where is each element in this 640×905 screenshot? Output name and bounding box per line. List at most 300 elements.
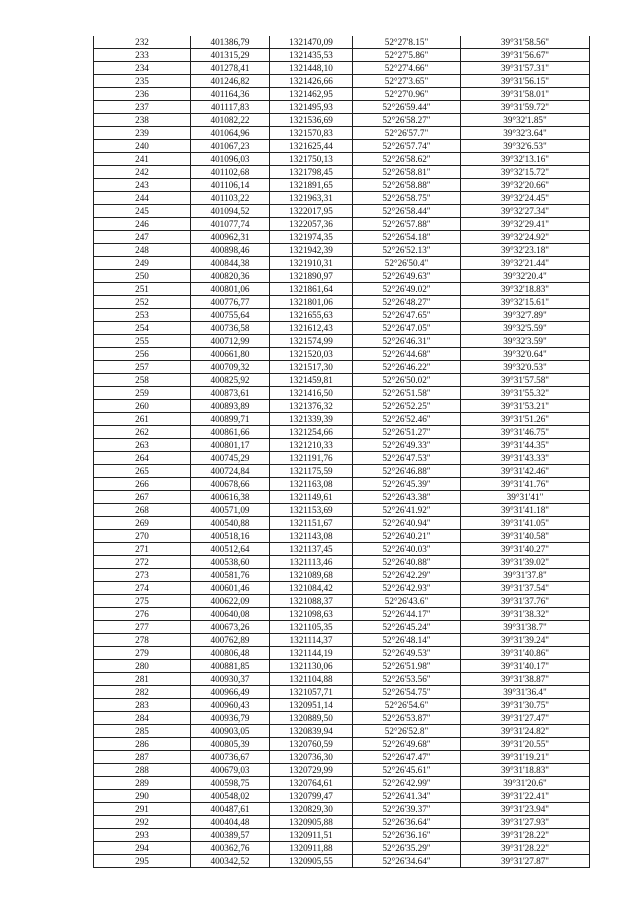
point-number-cell: 290 — [94, 790, 191, 803]
table-row — [94, 270, 590, 283]
latitude-cell: 52°27'4.66" — [353, 62, 461, 75]
latitude-cell: 52°26'40.94" — [353, 517, 461, 530]
x-coordinate-cell: 400899,71 — [191, 413, 270, 426]
longitude-cell: 39°31'46.75" — [461, 426, 590, 439]
y-coordinate-cell: 1321470,09 — [270, 36, 353, 49]
latitude-cell: 52°26'51.58" — [353, 387, 461, 400]
x-coordinate-cell: 400962,31 — [191, 231, 270, 244]
longitude-cell: 39°31'18.83" — [461, 764, 590, 777]
latitude-cell: 52°27'8.15" — [353, 36, 461, 49]
latitude-cell: 52°27'3.65" — [353, 75, 461, 88]
x-coordinate-cell: 400640,08 — [191, 608, 270, 621]
x-coordinate-cell: 400762,89 — [191, 634, 270, 647]
x-coordinate-cell: 401164,36 — [191, 88, 270, 101]
x-coordinate-cell: 401067,23 — [191, 140, 270, 153]
longitude-cell: 39°31'37.8" — [461, 569, 590, 582]
y-coordinate-cell: 1320829,30 — [270, 803, 353, 816]
table-row — [94, 660, 590, 673]
table-row — [94, 452, 590, 465]
longitude-cell: 39°31'38.32" — [461, 608, 590, 621]
latitude-cell: 52°26'58.27" — [353, 114, 461, 127]
table-row — [94, 725, 590, 738]
latitude-cell: 52°26'48.14" — [353, 634, 461, 647]
table-row — [94, 738, 590, 751]
longitude-cell: 39°31'28.22" — [461, 842, 590, 855]
point-number-cell: 251 — [94, 283, 191, 296]
table-row — [94, 244, 590, 257]
x-coordinate-cell: 400404,48 — [191, 816, 270, 829]
table-row — [94, 413, 590, 426]
longitude-cell: 39°31'43.33" — [461, 452, 590, 465]
y-coordinate-cell: 1321798,45 — [270, 166, 353, 179]
point-number-cell: 234 — [94, 62, 191, 75]
latitude-cell: 52°26'52.8" — [353, 725, 461, 738]
longitude-cell: 39°31'40.27" — [461, 543, 590, 556]
table-row — [94, 296, 590, 309]
table-row — [94, 36, 590, 49]
y-coordinate-cell: 1321574,99 — [270, 335, 353, 348]
point-number-cell: 270 — [94, 530, 191, 543]
y-coordinate-cell: 1321435,53 — [270, 49, 353, 62]
point-number-cell: 288 — [94, 764, 191, 777]
y-coordinate-cell: 1321890,97 — [270, 270, 353, 283]
latitude-cell: 52°26'51.27" — [353, 426, 461, 439]
latitude-cell: 52°26'49.68" — [353, 738, 461, 751]
y-coordinate-cell: 1321861,64 — [270, 283, 353, 296]
point-number-cell: 258 — [94, 374, 191, 387]
table-row — [94, 426, 590, 439]
point-number-cell: 263 — [94, 439, 191, 452]
point-number-cell: 240 — [94, 140, 191, 153]
x-coordinate-cell: 400712,99 — [191, 335, 270, 348]
longitude-cell: 39°31'59.72" — [461, 101, 590, 114]
point-number-cell: 283 — [94, 699, 191, 712]
table-row — [94, 166, 590, 179]
y-coordinate-cell: 1321191,76 — [270, 452, 353, 465]
latitude-cell: 52°26'57.7" — [353, 127, 461, 140]
longitude-cell: 39°31'22.41" — [461, 790, 590, 803]
y-coordinate-cell: 1320889,50 — [270, 712, 353, 725]
longitude-cell: 39°31'41.18" — [461, 504, 590, 517]
y-coordinate-cell: 1320764,61 — [270, 777, 353, 790]
table-row — [94, 88, 590, 101]
x-coordinate-cell: 400873,61 — [191, 387, 270, 400]
point-number-cell: 244 — [94, 192, 191, 205]
longitude-cell: 39°31'24.82" — [461, 725, 590, 738]
latitude-cell: 52°26'46.22" — [353, 361, 461, 374]
point-number-cell: 273 — [94, 569, 191, 582]
y-coordinate-cell: 1322057,36 — [270, 218, 353, 231]
table-row — [94, 556, 590, 569]
latitude-cell: 52°26'59.44" — [353, 101, 461, 114]
table-row — [94, 192, 590, 205]
x-coordinate-cell: 400661,80 — [191, 348, 270, 361]
point-number-cell: 291 — [94, 803, 191, 816]
latitude-cell: 52°26'42.93" — [353, 582, 461, 595]
x-coordinate-cell: 400548,02 — [191, 790, 270, 803]
x-coordinate-cell: 400709,32 — [191, 361, 270, 374]
y-coordinate-cell: 1320799,47 — [270, 790, 353, 803]
x-coordinate-cell: 400844,38 — [191, 257, 270, 270]
longitude-cell: 39°32'27.34" — [461, 205, 590, 218]
y-coordinate-cell: 1321254,66 — [270, 426, 353, 439]
longitude-cell: 39°31'38.87" — [461, 673, 590, 686]
latitude-cell: 52°26'43.6" — [353, 595, 461, 608]
latitude-cell: 52°26'46.31" — [353, 335, 461, 348]
latitude-cell: 52°26'58.62" — [353, 153, 461, 166]
x-coordinate-cell: 401103,22 — [191, 192, 270, 205]
table-row — [94, 491, 590, 504]
y-coordinate-cell: 1321462,95 — [270, 88, 353, 101]
x-coordinate-cell: 400512,64 — [191, 543, 270, 556]
x-coordinate-cell: 400806,48 — [191, 647, 270, 660]
table-row — [94, 530, 590, 543]
point-number-cell: 286 — [94, 738, 191, 751]
latitude-cell: 52°26'45.39" — [353, 478, 461, 491]
y-coordinate-cell: 1321104,88 — [270, 673, 353, 686]
table-row — [94, 179, 590, 192]
table-row — [94, 829, 590, 842]
point-number-cell: 277 — [94, 621, 191, 634]
point-number-cell: 238 — [94, 114, 191, 127]
x-coordinate-cell: 400736,67 — [191, 751, 270, 764]
coordinates-table — [93, 36, 590, 868]
x-coordinate-cell: 400679,03 — [191, 764, 270, 777]
point-number-cell: 257 — [94, 361, 191, 374]
latitude-cell: 52°26'57.88" — [353, 218, 461, 231]
longitude-cell: 39°32'0.64" — [461, 348, 590, 361]
longitude-cell: 39°31'39.02" — [461, 556, 590, 569]
y-coordinate-cell: 1321520,03 — [270, 348, 353, 361]
longitude-cell: 39°32'5.59" — [461, 322, 590, 335]
table-row — [94, 114, 590, 127]
table-row — [94, 842, 590, 855]
y-coordinate-cell: 1321942,39 — [270, 244, 353, 257]
y-coordinate-cell: 1321210,33 — [270, 439, 353, 452]
x-coordinate-cell: 400893,89 — [191, 400, 270, 413]
y-coordinate-cell: 1321416,50 — [270, 387, 353, 400]
point-number-cell: 256 — [94, 348, 191, 361]
latitude-cell: 52°26'57.74" — [353, 140, 461, 153]
x-coordinate-cell: 400898,46 — [191, 244, 270, 257]
x-coordinate-cell: 400540,88 — [191, 517, 270, 530]
longitude-cell: 39°31'19.21" — [461, 751, 590, 764]
point-number-cell: 249 — [94, 257, 191, 270]
point-number-cell: 264 — [94, 452, 191, 465]
table-row — [94, 816, 590, 829]
longitude-cell: 39°32'13.16" — [461, 153, 590, 166]
y-coordinate-cell: 1321057,71 — [270, 686, 353, 699]
table-row — [94, 309, 590, 322]
y-coordinate-cell: 1321088,37 — [270, 595, 353, 608]
latitude-cell: 52°26'41.34" — [353, 790, 461, 803]
y-coordinate-cell: 1321448,10 — [270, 62, 353, 75]
y-coordinate-cell: 1321750,13 — [270, 153, 353, 166]
y-coordinate-cell: 1321459,81 — [270, 374, 353, 387]
longitude-cell: 39°32'24.92" — [461, 231, 590, 244]
x-coordinate-cell: 400538,60 — [191, 556, 270, 569]
latitude-cell: 52°26'52.46" — [353, 413, 461, 426]
longitude-cell: 39°31'41" — [461, 491, 590, 504]
latitude-cell: 52°26'50.4" — [353, 257, 461, 270]
latitude-cell: 52°26'58.88" — [353, 179, 461, 192]
x-coordinate-cell: 400930,37 — [191, 673, 270, 686]
longitude-cell: 39°31'58.56" — [461, 36, 590, 49]
point-number-cell: 232 — [94, 36, 191, 49]
y-coordinate-cell: 1321495,93 — [270, 101, 353, 114]
latitude-cell: 52°26'42.99" — [353, 777, 461, 790]
y-coordinate-cell: 1321130,06 — [270, 660, 353, 673]
latitude-cell: 52°26'54.6" — [353, 699, 461, 712]
x-coordinate-cell: 400389,57 — [191, 829, 270, 842]
table-row — [94, 283, 590, 296]
point-number-cell: 284 — [94, 712, 191, 725]
point-number-cell: 236 — [94, 88, 191, 101]
y-coordinate-cell: 1321612,43 — [270, 322, 353, 335]
table-row — [94, 218, 590, 231]
table-row — [94, 517, 590, 530]
x-coordinate-cell: 400960,43 — [191, 699, 270, 712]
point-number-cell: 269 — [94, 517, 191, 530]
table-row — [94, 686, 590, 699]
x-coordinate-cell: 400616,38 — [191, 491, 270, 504]
table-row — [94, 790, 590, 803]
point-number-cell: 267 — [94, 491, 191, 504]
y-coordinate-cell: 1321153,69 — [270, 504, 353, 517]
longitude-cell: 39°31'36.4" — [461, 686, 590, 699]
y-coordinate-cell: 1321175,59 — [270, 465, 353, 478]
longitude-cell: 39°31'41.05" — [461, 517, 590, 530]
latitude-cell: 52°26'52.25" — [353, 400, 461, 413]
longitude-cell: 39°32'24.45" — [461, 192, 590, 205]
point-number-cell: 280 — [94, 660, 191, 673]
table-row — [94, 465, 590, 478]
y-coordinate-cell: 1320911,88 — [270, 842, 353, 855]
x-coordinate-cell: 400881,85 — [191, 660, 270, 673]
point-number-cell: 235 — [94, 75, 191, 88]
table-row — [94, 595, 590, 608]
x-coordinate-cell: 401094,52 — [191, 205, 270, 218]
latitude-cell: 52°26'43.38" — [353, 491, 461, 504]
latitude-cell: 52°26'42.29" — [353, 569, 461, 582]
point-number-cell: 278 — [94, 634, 191, 647]
point-number-cell: 276 — [94, 608, 191, 621]
point-number-cell: 295 — [94, 855, 191, 868]
y-coordinate-cell: 1321113,46 — [270, 556, 353, 569]
point-number-cell: 245 — [94, 205, 191, 218]
x-coordinate-cell: 400903,05 — [191, 725, 270, 738]
longitude-cell: 39°32'1.85" — [461, 114, 590, 127]
table-row — [94, 49, 590, 62]
y-coordinate-cell: 1320911,51 — [270, 829, 353, 842]
longitude-cell: 39°31'53.21" — [461, 400, 590, 413]
latitude-cell: 52°26'40.03" — [353, 543, 461, 556]
latitude-cell: 52°26'53.87" — [353, 712, 461, 725]
y-coordinate-cell: 1321163,08 — [270, 478, 353, 491]
longitude-cell: 39°32'6.53" — [461, 140, 590, 153]
table-row — [94, 335, 590, 348]
longitude-cell: 39°32'21.44" — [461, 257, 590, 270]
y-coordinate-cell: 1320951,14 — [270, 699, 353, 712]
point-number-cell: 259 — [94, 387, 191, 400]
y-coordinate-cell: 1321963,31 — [270, 192, 353, 205]
point-number-cell: 260 — [94, 400, 191, 413]
longitude-cell: 39°31'41.76" — [461, 478, 590, 491]
x-coordinate-cell: 400487,61 — [191, 803, 270, 816]
longitude-cell: 39°31'58.01" — [461, 88, 590, 101]
point-number-cell: 262 — [94, 426, 191, 439]
x-coordinate-cell: 400678,66 — [191, 478, 270, 491]
y-coordinate-cell: 1321084,42 — [270, 582, 353, 595]
y-coordinate-cell: 1321570,83 — [270, 127, 353, 140]
table-row — [94, 127, 590, 140]
latitude-cell: 52°26'49.63" — [353, 270, 461, 283]
longitude-cell: 39°32'3.64" — [461, 127, 590, 140]
x-coordinate-cell: 400724,84 — [191, 465, 270, 478]
longitude-cell: 39°32'15.72" — [461, 166, 590, 179]
latitude-cell: 52°26'53.56" — [353, 673, 461, 686]
table-row — [94, 855, 590, 868]
coordinates-table-body — [94, 36, 590, 868]
longitude-cell: 39°32'20.66" — [461, 179, 590, 192]
x-coordinate-cell: 400755,64 — [191, 309, 270, 322]
x-coordinate-cell: 401096,03 — [191, 153, 270, 166]
x-coordinate-cell: 400805,39 — [191, 738, 270, 751]
longitude-cell: 39°31'40.17" — [461, 660, 590, 673]
latitude-cell: 52°26'54.18" — [353, 231, 461, 244]
longitude-cell: 39°32'7.89" — [461, 309, 590, 322]
y-coordinate-cell: 1321655,63 — [270, 309, 353, 322]
longitude-cell: 39°31'42.46" — [461, 465, 590, 478]
longitude-cell: 39°31'55.32" — [461, 387, 590, 400]
latitude-cell: 52°26'40.21" — [353, 530, 461, 543]
x-coordinate-cell: 401082,22 — [191, 114, 270, 127]
latitude-cell: 52°26'41.92" — [353, 504, 461, 517]
latitude-cell: 52°26'54.75" — [353, 686, 461, 699]
x-coordinate-cell: 400801,17 — [191, 439, 270, 452]
point-number-cell: 255 — [94, 335, 191, 348]
x-coordinate-cell: 401278,41 — [191, 62, 270, 75]
point-number-cell: 271 — [94, 543, 191, 556]
x-coordinate-cell: 400745,29 — [191, 452, 270, 465]
y-coordinate-cell: 1321910,31 — [270, 257, 353, 270]
table-row — [94, 322, 590, 335]
y-coordinate-cell: 1321536,69 — [270, 114, 353, 127]
x-coordinate-cell: 400598,75 — [191, 777, 270, 790]
x-coordinate-cell: 400601,46 — [191, 582, 270, 595]
latitude-cell: 52°27'5.86" — [353, 49, 461, 62]
latitude-cell: 52°26'49.02" — [353, 283, 461, 296]
point-number-cell: 294 — [94, 842, 191, 855]
y-coordinate-cell: 1321114,37 — [270, 634, 353, 647]
latitude-cell: 52°26'58.44" — [353, 205, 461, 218]
x-coordinate-cell: 400861,66 — [191, 426, 270, 439]
point-number-cell: 248 — [94, 244, 191, 257]
y-coordinate-cell: 1320839,94 — [270, 725, 353, 738]
y-coordinate-cell: 1320760,59 — [270, 738, 353, 751]
point-number-cell: 293 — [94, 829, 191, 842]
point-number-cell: 242 — [94, 166, 191, 179]
y-coordinate-cell: 1321098,63 — [270, 608, 353, 621]
latitude-cell: 52°26'44.68" — [353, 348, 461, 361]
table-row — [94, 374, 590, 387]
point-number-cell: 292 — [94, 816, 191, 829]
table-row — [94, 205, 590, 218]
table-row — [94, 543, 590, 556]
table-row — [94, 504, 590, 517]
longitude-cell: 39°31'30.75" — [461, 699, 590, 712]
x-coordinate-cell: 400581,76 — [191, 569, 270, 582]
table-row — [94, 439, 590, 452]
point-number-cell: 268 — [94, 504, 191, 517]
longitude-cell: 39°31'37.54" — [461, 582, 590, 595]
latitude-cell: 52°26'49.53" — [353, 647, 461, 660]
y-coordinate-cell: 1320736,30 — [270, 751, 353, 764]
latitude-cell: 52°26'58.75" — [353, 192, 461, 205]
y-coordinate-cell: 1321137,45 — [270, 543, 353, 556]
latitude-cell: 52°26'50.02" — [353, 374, 461, 387]
table-row — [94, 647, 590, 660]
latitude-cell: 52°26'36.16" — [353, 829, 461, 842]
x-coordinate-cell: 400820,36 — [191, 270, 270, 283]
point-number-cell: 247 — [94, 231, 191, 244]
y-coordinate-cell: 1322017,95 — [270, 205, 353, 218]
y-coordinate-cell: 1321105,35 — [270, 621, 353, 634]
point-number-cell: 252 — [94, 296, 191, 309]
point-number-cell: 237 — [94, 101, 191, 114]
y-coordinate-cell: 1320905,88 — [270, 816, 353, 829]
point-number-cell: 233 — [94, 49, 191, 62]
longitude-cell: 39°31'20.6" — [461, 777, 590, 790]
x-coordinate-cell: 401246,82 — [191, 75, 270, 88]
table-row — [94, 621, 590, 634]
y-coordinate-cell: 1321974,35 — [270, 231, 353, 244]
longitude-cell: 39°31'38.7" — [461, 621, 590, 634]
point-number-cell: 266 — [94, 478, 191, 491]
longitude-cell: 39°31'20.55" — [461, 738, 590, 751]
table-row — [94, 712, 590, 725]
latitude-cell: 52°26'44.17" — [353, 608, 461, 621]
table-row — [94, 348, 590, 361]
table-row — [94, 75, 590, 88]
latitude-cell: 52°26'35.29" — [353, 842, 461, 855]
point-number-cell: 254 — [94, 322, 191, 335]
longitude-cell: 39°32'29.41" — [461, 218, 590, 231]
longitude-cell: 39°31'40.58" — [461, 530, 590, 543]
table-row — [94, 387, 590, 400]
x-coordinate-cell: 400776,77 — [191, 296, 270, 309]
table-row — [94, 764, 590, 777]
latitude-cell: 52°26'51.98" — [353, 660, 461, 673]
point-number-cell: 287 — [94, 751, 191, 764]
point-number-cell: 274 — [94, 582, 191, 595]
x-coordinate-cell: 401106,14 — [191, 179, 270, 192]
latitude-cell: 52°26'47.53" — [353, 452, 461, 465]
table-row — [94, 153, 590, 166]
table-row — [94, 478, 590, 491]
x-coordinate-cell: 401117,83 — [191, 101, 270, 114]
table-row — [94, 101, 590, 114]
longitude-cell: 39°31'40.86" — [461, 647, 590, 660]
longitude-cell: 39°31'57.31" — [461, 62, 590, 75]
y-coordinate-cell: 1321151,67 — [270, 517, 353, 530]
y-coordinate-cell: 1321891,65 — [270, 179, 353, 192]
table-row — [94, 582, 590, 595]
longitude-cell: 39°32'3.59" — [461, 335, 590, 348]
latitude-cell: 52°27'0.96" — [353, 88, 461, 101]
y-coordinate-cell: 1321089,68 — [270, 569, 353, 582]
point-number-cell: 281 — [94, 673, 191, 686]
